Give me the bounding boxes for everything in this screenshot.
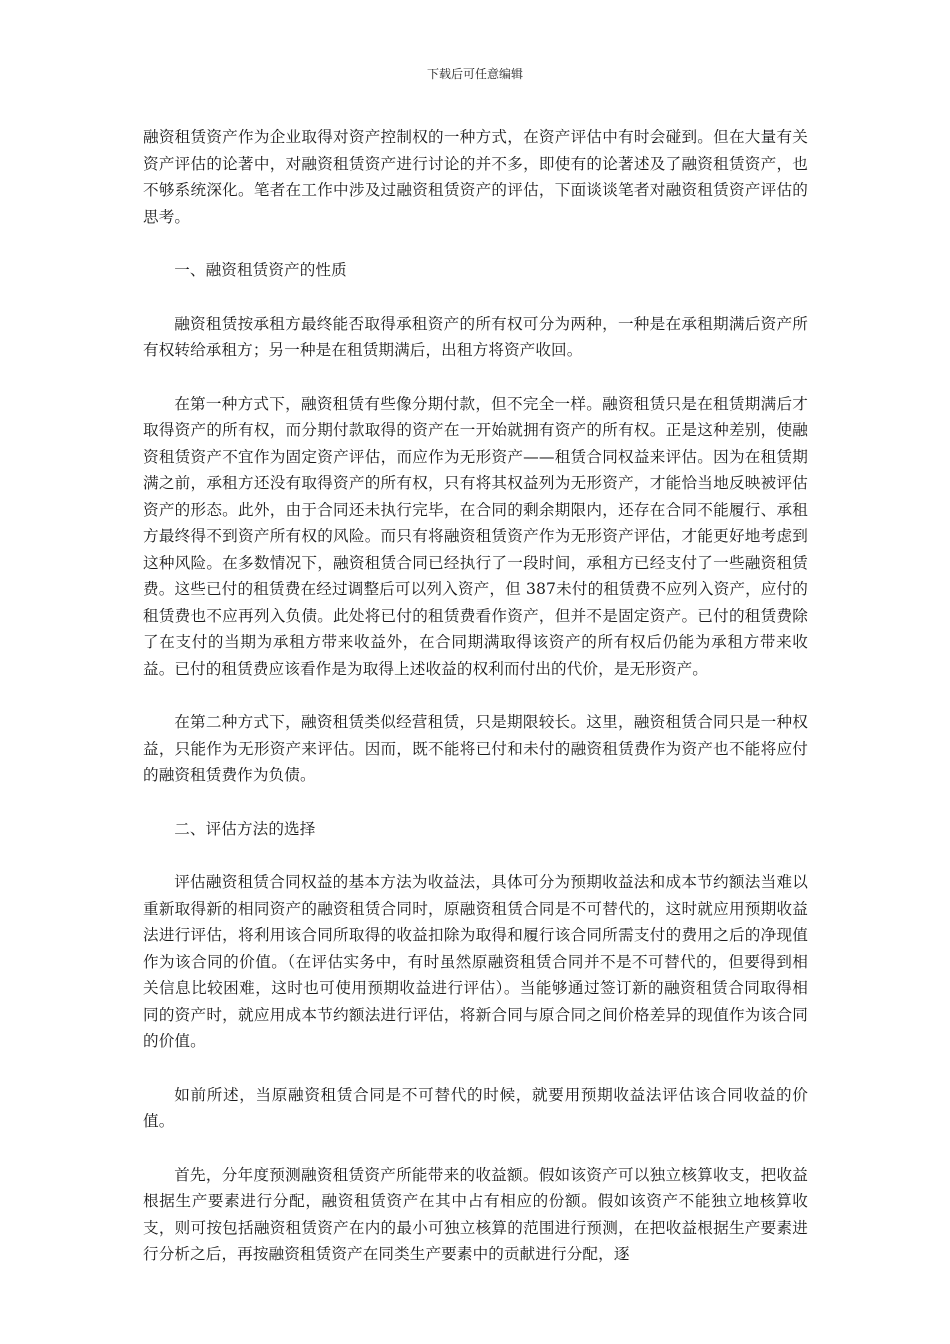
body-paragraph: 如前所述，当原融资租赁合同是不可替代的时候，就要用预期收益法评估该合同收益的价值。 (143, 1085, 808, 1130)
intro-paragraph: 融资租赁资产作为企业取得对资产控制权的一种方式，在资产评估中有时会碰到。但在大量有关资产评估的论著中，对融资租赁资产进行讨论的并不多，即使有的论著述及了融资租赁资产，也不够系统深化。笔者在工作中涉及过融资租赁资产的评估，下面谈谈笔者对融资租赁资产评估的思考。 (143, 128, 808, 226)
document-body (143, 124, 808, 1295)
page-header: 下载后可任意编辑 (426, 67, 523, 81)
body-paragraph: 融资租赁按承租方最终能否取得承租资产的所有权可分为两种，一种是在承租期满后资产所有权转给承租方；另一种是在租赁期满后，出租方将资产收回。 (143, 314, 808, 359)
section-heading-2: 二、评估方法的选择 (174, 819, 316, 838)
body-paragraph: 评估融资租赁合同权益的基本方法为收益法，具体可分为预期收益法和成本节约额法当难以重新取得新的相同资产的融资租赁合同时，原融资租赁合同是不可替代的，这时就应用预期收益法进行评估，将利用该合同所取得的收益扣除为取得和履行该合同所需支付的费用之后的净现值作为该合同的价值。（在评估实务中，有时虽然原融资租赁合同并不是不可替代的，但要得到相关信息比较困难，这时也可使用预期收益进行评估）。当能够通过签订新的融资租赁合同取得相同的资产时，就应用成本节约额法进行评估，将新合同与原合同之间价格差异的现值作为该合同的价值。 (143, 873, 808, 1050)
body-paragraph: 首先，分年度预测融资租赁资产所能带来的收益额。假如该资产可以独立核算收支，把收益根据生产要素进行分配，融资租赁资产在其中占有相应的份额。假如该资产不能独立地核算收支，则可按包括融资租赁资产在内的最小可独立核算的范围进行预测，在把收益根据生产要素进行分析之后，再按融资租赁资产在同类生产要素中的贡献进行分配，逐 (143, 1165, 808, 1263)
body-paragraph: 在第一种方式下，融资租赁有些像分期付款，但不完全一样。融资租赁只是在租赁期满后才取得资产的所有权，而分期付款取得的资产在一开始就拥有资产的所有权。正是这种差别，使融资租赁资产不宜作为固定资产评估，而应作为无形资产——租赁合同权益来评估。因为在租赁期满之前，承租方还没有取得资产的所有权，只有将其权益列为无形资产，才能恰当地反映被评估资产的形态。此外，由于合同还未执行完毕，在合同的剩余期限内，还存在合同不能履行、承租方最终得不到资产所有权的风险。而只有将融资租赁资产作为无形资产评估，才能更好地考虑到这种风险。在多数情况下，融资租赁合同已经执行了一段时间，承租方已经支付了一些融资租赁费。这些已付的租赁费在经过调整后可以列入资产，但 387未付的租赁费不应列入资产，应付的租赁费也不应再列入负债。此处将已付的租赁费看作资产，但并不是固定资产。已付的租赁费除了在支付的当期为承租方带来收益外，在合同期满取得该资产的所有权后仍能为承租方带来收益。已付的租赁费应该看作是为取得上述收益的权利而付出的代价，是无形资产。 (143, 394, 808, 678)
body-paragraph: 在第二种方式下，融资租赁类似经营租赁，只是期限较长。这里，融资租赁合同只是一种权益，只能作为无形资产来评估。因而，既不能将已付和未付的融资租赁费作为资产也不能将应付的融资租赁费作为负债。 (143, 713, 808, 784)
section-heading-1: 一、融资租赁资产的性质 (174, 261, 347, 279)
